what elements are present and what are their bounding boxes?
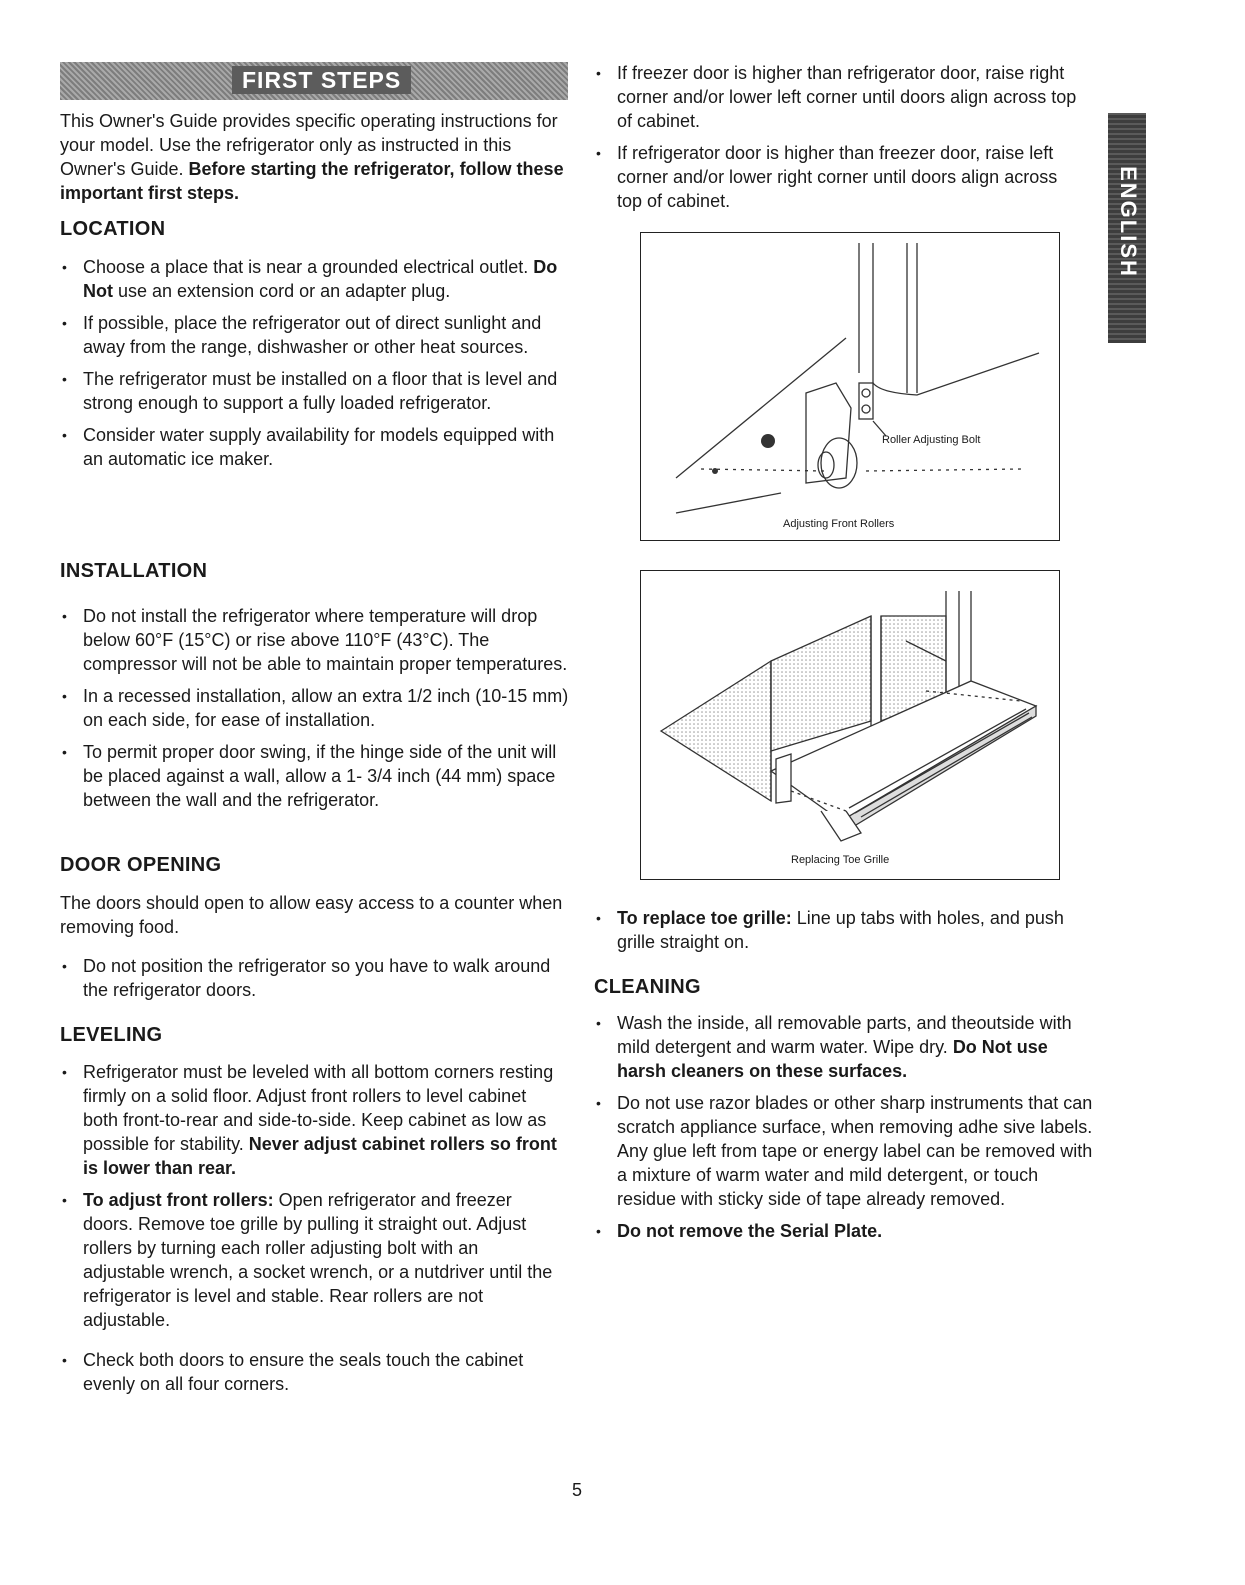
toe-grille-illustration (641, 571, 1059, 879)
list-item: • If freezer door is higher than refrigerator door, raise right corner and/or lower left corner until doors align across top of cabinet. (594, 61, 1084, 133)
location-heading: LOCATION (60, 218, 166, 240)
roller-bolt-label: Roller Adjusting Bolt (882, 434, 981, 446)
list-item: • In a recessed installation, allow an extra 1/2 inch (10-15 mm) on each side, for ease of installation. (60, 684, 575, 732)
figure1-caption: Adjusting Front Rollers (783, 518, 895, 530)
list-item: • Check both doors to ensure the seals touch the cabinet evenly on all four corners. (60, 1348, 565, 1396)
page-number: 5 (572, 1480, 583, 1500)
list-item: • Do not use razor blades or other sharp instruments that can scratch appliance surface, when removing adhe sive labels. Any glue left from tape or energy label can be removed with a mixture of warm water and mild detergent, or touch residue with sticky side of tape already removed. (594, 1091, 1094, 1211)
language-tab (1108, 113, 1146, 343)
installation-list (60, 604, 575, 820)
list-item: • The refrigerator must be installed on a floor that is level and strong enough to support a fully loaded refrigerator. (60, 367, 565, 415)
list-item: • To permit proper door swing, if the hinge side of the unit will be placed against a wall, allow a 1- 3/4 inch (44 mm) space between the wall and the refrigerator. (60, 740, 575, 812)
list-item: • Do not remove the Serial Plate. (594, 1219, 1094, 1243)
list-item: • To adjust front rollers: Open refrigerator and freezer doors. Remove toe grille by pulling it straight out. Adjust rollers by turning each roller adjusting bolt with an adjustable wrench, a socket wrench, or a nutdriver until the refrigerator is level and stable. Rear rollers are not adjustable. (60, 1188, 565, 1332)
list-item: • Consider water supply availability for models equipped with an automatic ice maker. (60, 423, 565, 471)
leveling-heading: LEVELING (60, 1024, 163, 1046)
toe-grille-list (594, 906, 1084, 962)
figure-toe-grille (640, 570, 1060, 880)
door-opening-paragraph: The doors should open to allow easy access to a counter when removing food. (60, 893, 563, 937)
intro-paragraph (60, 109, 575, 205)
figure-adjusting-rollers (640, 232, 1060, 541)
cleaning-heading: CLEANING (594, 976, 701, 998)
list-item: • Wash the inside, all removable parts, and theoutside with mild detergent and warm water. Wipe dry. Do Not use harsh cleaners on these surfaces. (594, 1011, 1094, 1083)
leveling-list (60, 1060, 565, 1404)
list-item: • Refrigerator must be leveled with all bottom corners resting firmly on a solid floor. Adjust front rollers to level cabinet both front-to-rear and side-to-side. Keep cabinet as low as possible for stability. Never adjust cabinet rollers so front is lower than rear. (60, 1060, 565, 1180)
list-item: • Do not position the refrigerator so you have to walk around the refrigerator doors. (60, 954, 565, 1002)
door-alignment-list (594, 61, 1084, 221)
figure2-caption: Replacing Toe Grille (791, 854, 890, 866)
list-item: • Choose a place that is near a grounded electrical outlet. Do Not use an extension cord or an adapter plug. (60, 255, 565, 303)
intro-bold-text: Before starting the refrigerator, follow these important first steps. (60, 159, 564, 203)
roller-illustration (641, 233, 1059, 540)
section-banner (60, 62, 568, 100)
installation-heading: INSTALLATION (60, 560, 208, 582)
language-tab-label: ENGLISH (1116, 166, 1141, 278)
intro-text: This Owner's Guide provides specific operating instructions for your model. Use the refrigerator only as instructed in this Owner's Guide. (60, 111, 558, 179)
location-list (60, 255, 565, 479)
cleaning-list (594, 1011, 1094, 1251)
list-item: • Do not install the refrigerator where temperature will drop below 60°F (15°C) or rise above 110°F (43°C). The compressor will not be able to maintain proper temperatures. (60, 604, 575, 676)
list-item: • To replace toe grille: Line up tabs with holes, and push grille straight on. (594, 906, 1084, 954)
door-opening-heading: DOOR OPENING (60, 854, 222, 876)
list-item: • If refrigerator door is higher than freezer door, raise left corner and/or lower right corner until doors align across top of cabinet. (594, 141, 1084, 213)
list-item: • If possible, place the refrigerator out of direct sunlight and away from the range, dishwasher or other heat sources. (60, 311, 565, 359)
door-opening-list (60, 954, 565, 1010)
banner-title: FIRST STEPS (232, 66, 411, 94)
